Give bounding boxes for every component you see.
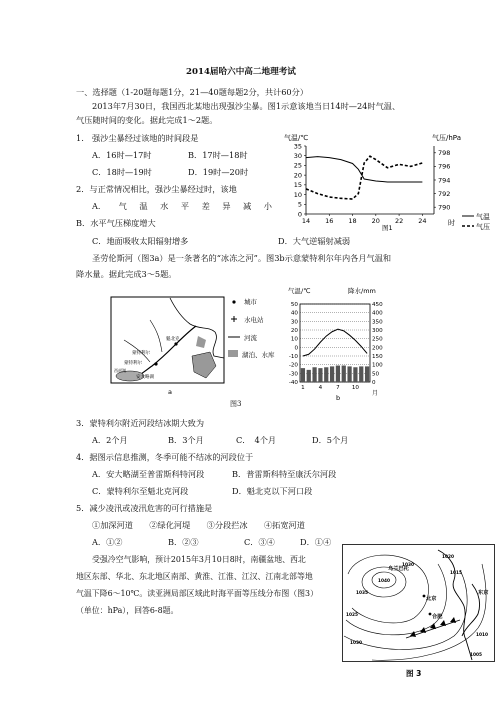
fig3b-ytick-label-left: 50 <box>290 302 298 308</box>
fig1-caption: 图1 <box>382 224 393 232</box>
fig1-xtick-label: 24 <box>418 217 427 225</box>
legend-pres-label: 气压 <box>476 223 490 231</box>
fig3b-precip-bar <box>324 367 328 382</box>
legend-hydro-icon <box>231 316 237 322</box>
fig1-ytick-label-right: 790 <box>438 203 451 212</box>
map-label-west: 西部湖 <box>114 368 126 373</box>
fig3b-ytick-label-right: 250 <box>372 336 383 343</box>
q2-a-part: A． <box>92 201 107 211</box>
isobar-map-caption: 图 3 <box>406 669 422 678</box>
legend-river: 河流 <box>244 334 257 342</box>
fig1-ytick-label-left: 30 <box>293 152 302 161</box>
fig3b-ytick-label-right: 300 <box>372 328 383 334</box>
intro-line: （单位：hPa），回答6-8题。 <box>76 606 179 615</box>
fig1-ylabel-left: 气温/℃ <box>284 134 309 142</box>
q2-option-d: D．大气逆辐射减弱 <box>278 236 351 246</box>
intro-line: 2013年7月30日，我国西北某地出现强沙尘暴。图1示意该地当日14时—24时气温、 <box>92 101 401 111</box>
fig1-temp-line <box>306 157 422 182</box>
fig3b-ytick-label-right: 150 <box>372 354 383 360</box>
fig3b-precip-bar <box>312 367 316 382</box>
figure-3-caption: 图3 <box>230 400 242 408</box>
isobar-value: 1015 <box>450 571 462 576</box>
map-label-dongjing: 东京 <box>478 590 489 596</box>
intro-line: 气温下降6～10℃。读亚洲局部区域此时海平面等压线分布图（图3） <box>76 589 318 598</box>
isobar-map <box>342 544 496 684</box>
map-label-lake: 安大略湖 <box>136 375 154 380</box>
fig3b-temp-line <box>303 329 367 356</box>
q2-a-part: 水 <box>160 201 169 211</box>
q4-option-d: D．魁北克以下河口段 <box>232 486 313 496</box>
fig1-ytick-label-left: 10 <box>293 190 302 199</box>
isobar-value: 1030 <box>350 641 362 646</box>
fig1-xtick-label: 20 <box>371 217 380 225</box>
isobar-value: 1020 <box>442 555 454 560</box>
fig1-ytick-label-left: 35 <box>293 142 302 151</box>
fig3b-ytick-label-right: 100 <box>372 362 383 369</box>
city-dot <box>429 613 432 616</box>
fig1-xtick-label: 22 <box>394 217 404 225</box>
fig3b-ytick-label-left: -10 <box>288 354 298 360</box>
page-title: 2014届哈六中高二地理考试 <box>186 67 296 77</box>
fig3b-precip-bar <box>336 366 340 382</box>
intro-line: 圣劳伦斯河（图3a）是一条著名的“冰冻之河”。图3b示意蒙特利尔年内各月气温和 <box>92 253 392 263</box>
map-label-ulaanbaatar: 乌兰巴托 <box>388 566 409 572</box>
isobar-value: 1040 <box>378 579 390 584</box>
q1-option-c: C．18时—19时 <box>92 167 152 177</box>
q4-option-b: B．普雷斯科特至康沃尔河段 <box>232 469 337 479</box>
map-label-quebec: 魁北克 <box>166 337 180 342</box>
isobar-map-frame <box>343 545 495 662</box>
fig3b-ytick-label-left: -20 <box>288 362 298 369</box>
q1-option-d: D．19时—20时 <box>188 167 249 177</box>
q5-option-c: C．③④ <box>244 537 275 547</box>
intro-line: 受强冷空气影响，预计2015年3月10日8时，南疆盆地、西北 <box>92 555 306 564</box>
intro-line: 气压随时间的变化。据此完成1～2题。 <box>76 115 218 125</box>
isobar-value: 1025 <box>346 613 358 618</box>
map-label-beijing: 北京 <box>426 596 437 602</box>
q3-option-b: B．3个月 <box>168 435 204 445</box>
fig1-xtick-label: 14 <box>301 217 311 225</box>
fig3b-xtick-label: 7 <box>336 385 340 391</box>
fig3b-ytick-label-left: 30 <box>290 319 298 326</box>
figure-1-chart <box>282 130 496 234</box>
fig1-ylabel-right: 气压/hPa <box>432 134 461 142</box>
q1-option-b: B．17时—18时 <box>188 150 248 160</box>
legend-hydro: 水电站 <box>244 316 264 324</box>
fig1-ytick-label-left: 5 <box>297 200 302 209</box>
fig3b-ytick-label-right: 0 <box>372 380 376 386</box>
fig3b-precip-bar <box>318 368 322 382</box>
q2-option-b: B．水平气压梯度增大 <box>76 218 156 228</box>
q5-option-d: D．①④ <box>300 537 332 547</box>
fig1-ytick-label-left: 0 <box>297 210 302 219</box>
q3-option-c: C． 4个月 <box>236 435 277 445</box>
isobar-value: 1010 <box>476 633 488 638</box>
q4-option-a: A．安大略湖至普雷斯科特河段 <box>92 469 205 479</box>
city-dot <box>174 342 177 345</box>
isobar-value: 1005 <box>470 653 482 658</box>
q5-option-b: B．②③ <box>168 537 199 547</box>
fig3b-precip-bar <box>301 368 305 382</box>
fig3b-precip-bar <box>342 366 346 382</box>
fig1-ytick-label-left: 15 <box>293 181 302 190</box>
fig3b-ytick-label-right: 400 <box>372 310 383 317</box>
q2-a-part: 小 <box>263 201 272 211</box>
section-heading: 一、选择题（1-20题每题1分，21—40题每题2分，共计60分） <box>76 87 309 97</box>
q2-a-part: 差 <box>201 201 210 211</box>
q2-a-part: 异 <box>222 201 231 211</box>
q2-a-part: 减 <box>243 201 252 211</box>
fig3b-ytick-label-left: 40 <box>290 310 298 317</box>
q5-option-a: A．①② <box>92 537 123 547</box>
label-b: b <box>336 394 341 400</box>
legend-city: 城市 <box>244 298 257 306</box>
fig1-ytick-label-right: 792 <box>438 189 451 198</box>
city-dot <box>423 595 426 598</box>
question-4-stem: 4．据图示信息推测，冬季可能不结冰的河段位于 <box>76 452 254 462</box>
legend-temp-label: 气温 <box>476 213 490 221</box>
q2-a-part: 温 <box>139 201 148 211</box>
fig1-xtick-label: 18 <box>348 217 357 225</box>
figure-3a-map <box>110 296 280 396</box>
map-label-montreal2: 蒙特利尔 <box>124 361 142 366</box>
fig3b-ytick-label-left: 20 <box>290 328 298 334</box>
fig3b-ytick-label-left: 0 <box>294 345 298 352</box>
question-1-stem: 1. 强沙尘暴经过该地的时间段是 <box>76 133 199 143</box>
q2-a-part: 气 <box>118 201 127 211</box>
fig3b-precip-bar <box>365 366 369 382</box>
fig3b-precip-bar <box>330 366 334 382</box>
map-label-montreal: 蒙特利尔 <box>132 351 150 356</box>
fig3b-ytick-label-left: -40 <box>288 380 298 386</box>
fig3b-ytick-label-left: -30 <box>288 371 298 378</box>
isobar-value: 1030 <box>402 563 414 568</box>
label-a: a <box>168 388 172 396</box>
q1-option-a: A．16时—17时 <box>92 150 152 160</box>
isobar-value: 1035 <box>356 591 368 596</box>
figure-3b-chart <box>282 282 392 400</box>
fig1-ytick-label-left: 25 <box>293 161 302 170</box>
q2-option-c: C．地面吸收太阳辐射增多 <box>92 236 189 246</box>
fig3b-xtick-label: 1 <box>301 385 305 391</box>
question-5-stem: 5．减少凌汛或凌汛危害的可行措施是 <box>76 503 213 513</box>
fig1-xtick-label: 16 <box>325 217 334 225</box>
legend-lake-icon <box>228 350 238 357</box>
fig1-ytick-label-left: 20 <box>293 171 302 180</box>
city-dot <box>154 362 157 365</box>
map-label-hefei: 合肥 <box>432 614 443 620</box>
fig1-ytick-label-right: 796 <box>438 162 451 171</box>
legend-city-icon <box>232 300 235 303</box>
fig3b-precip-bar <box>347 366 351 382</box>
question-3-stem: 3．蒙特利尔附近河段结冰期大致为 <box>76 418 205 428</box>
fig3b-ytick-label-right: 200 <box>372 345 383 352</box>
fig1-ytick-label-right: 798 <box>438 149 451 158</box>
question-2-stem: 2．与正常情况相比，强沙尘暴经过时，该地 <box>76 184 237 194</box>
fig3b-xunit: 月 <box>372 390 379 397</box>
fig3b-ytick-label-left: 10 <box>290 336 298 343</box>
fig3b-ylabel-right: 降水/mm <box>348 287 376 295</box>
fig3b-ytick-label-right: 350 <box>372 319 383 326</box>
intro-line: 地区东部、华北、东北地区南部、黄淮、江淮、江汉、江南北部等地 <box>76 572 313 581</box>
q5-statements: ①加深河道 ②绿化河堤 ③分段拦冰 ④拓宽河道 <box>92 520 305 530</box>
q2-a-part: 平 <box>180 201 190 211</box>
q3-option-d: D．5个月 <box>312 435 349 445</box>
q4-option-c: C．蒙特利尔至魁北克河段 <box>92 486 189 496</box>
fig3b-xtick-label: 10 <box>351 385 359 391</box>
intro-line: 降水量。据此完成3～5题。 <box>76 269 177 279</box>
fig3b-precip-bar <box>359 366 363 382</box>
fig3b-ytick-label-right: 50 <box>372 371 380 378</box>
fig3b-ylabel-left: 气温/℃ <box>288 287 311 295</box>
fig1-pressure-line <box>306 156 422 199</box>
q3-option-a: A．2个月 <box>92 435 128 445</box>
fig3b-precip-bar <box>353 367 357 382</box>
fig1-xunit: 时 <box>448 219 455 227</box>
fig1-ytick-label-right: 794 <box>438 176 451 185</box>
fig3b-xtick-label: 4 <box>318 385 323 391</box>
fig3b-precip-bar <box>307 370 311 382</box>
q2-option-a <box>92 201 272 212</box>
fig3b-ytick-label-right: 450 <box>372 302 383 308</box>
legend-lake: 湖泊、水库 <box>242 351 275 359</box>
